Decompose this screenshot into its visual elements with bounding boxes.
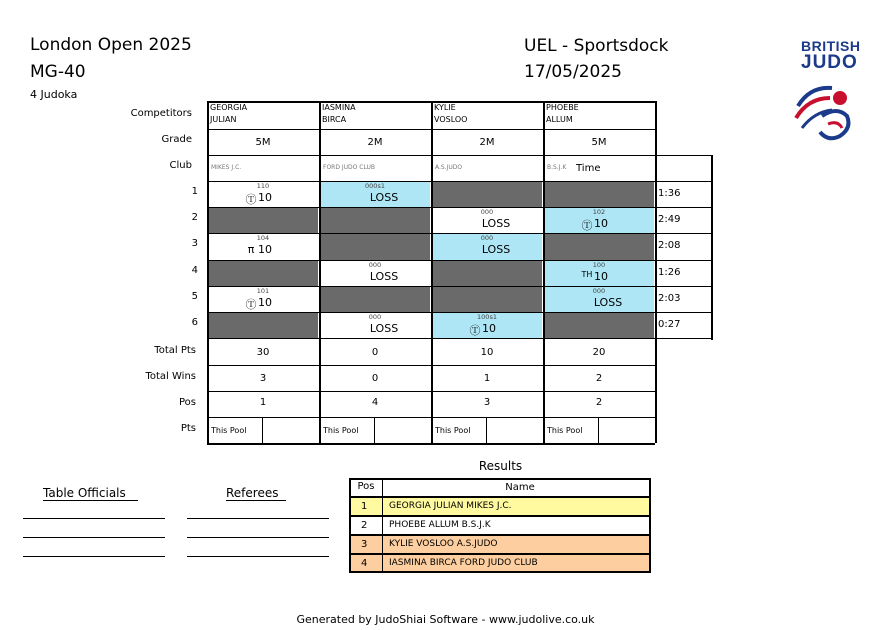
match-result: 10 — [258, 243, 272, 257]
match-score: 000 — [480, 208, 494, 217]
referees-label: Referees — [226, 486, 279, 500]
logo-line2: JUDO — [801, 52, 858, 73]
match-cell — [320, 234, 430, 259]
match-score: 100s1 — [477, 313, 497, 321]
competitor-club: A.S.JUDO — [435, 164, 463, 171]
signature-line — [187, 537, 329, 538]
total-wins: 1 — [483, 373, 491, 384]
match-cell — [544, 234, 654, 259]
total-pts: 20 — [592, 347, 606, 358]
grid-line — [486, 417, 487, 443]
total-wins: 0 — [371, 373, 379, 384]
competitor-club: FORD JUDO CLUB — [323, 164, 376, 171]
competitor-grade: 5M — [255, 137, 271, 148]
pool-label: This Pool — [435, 426, 471, 435]
score-icon: Ⓣ — [245, 193, 257, 206]
time-label: Time — [576, 163, 601, 174]
grid-line — [207, 181, 711, 182]
total-pts: 10 — [480, 347, 494, 358]
match-result: 10 — [258, 295, 272, 309]
grid-line — [207, 417, 655, 418]
score-icon: π — [247, 243, 255, 257]
match-number: 3 — [191, 238, 198, 250]
results-col-name: Name — [505, 482, 535, 493]
match-cell — [544, 313, 654, 338]
results-name: GEORGIA JULIAN MIKES J.C. — [389, 501, 512, 511]
match-score: 000s1 — [365, 182, 385, 190]
match-result: LOSS — [481, 243, 511, 257]
results-title: Results — [478, 459, 523, 473]
match-result: LOSS — [593, 295, 623, 309]
total-wins-label: Total Wins — [145, 371, 196, 382]
grid-line — [207, 129, 655, 130]
results-pos: 2 — [361, 520, 368, 531]
signature-line — [23, 518, 165, 519]
pos-label: Pos — [178, 397, 196, 408]
position: 3 — [483, 397, 491, 408]
match-score: 000 — [480, 234, 494, 243]
competitor-grade: 2M — [479, 137, 495, 148]
match-cell — [208, 313, 318, 338]
results-pos: 4 — [361, 558, 368, 569]
match-number: 5 — [191, 290, 198, 302]
club-label: Club — [169, 160, 192, 171]
total-pts-label: Total Pts — [154, 345, 196, 356]
signature-line — [187, 556, 329, 557]
match-time: 2:03 — [658, 292, 681, 304]
results-pos: 1 — [361, 501, 368, 512]
results-name: KYLIE VOSLOO A.S.JUDO — [389, 539, 498, 549]
grid-line — [207, 312, 711, 313]
total-pts: 30 — [256, 347, 270, 358]
results-col-pos: Pos — [357, 481, 375, 492]
match-score: 102 — [592, 208, 606, 217]
date: 17/05/2025 — [524, 62, 622, 82]
match-cell — [208, 261, 318, 286]
pool-label: This Pool — [323, 426, 359, 435]
results-name: PHOEBE ALLUM B.S.J.K — [389, 520, 491, 530]
match-score: 100 — [592, 260, 606, 269]
signature-line — [23, 556, 165, 557]
judo-figure-icon — [792, 76, 860, 144]
match-time: 1:26 — [658, 266, 681, 278]
grid-line — [655, 101, 657, 443]
event-title: London Open 2025 — [30, 35, 192, 55]
match-cell — [432, 287, 542, 312]
position: 1 — [259, 397, 267, 408]
competitor-first-name: GEORGIA — [210, 103, 248, 112]
grid-line — [207, 155, 711, 156]
match-cell — [432, 261, 542, 286]
match-result: LOSS — [369, 322, 399, 335]
score-icon: Ⓣ — [469, 324, 481, 337]
grid-line — [207, 260, 711, 261]
grid-line — [207, 443, 655, 445]
competitor-first-name: KYLIE — [434, 103, 456, 112]
competitor-grade: 5M — [591, 137, 607, 148]
grid-line — [262, 417, 263, 443]
match-time: 1:36 — [658, 188, 681, 199]
judoka-count: 4 Judoka — [30, 88, 78, 101]
competitor-last-name: VOSLOO — [434, 115, 468, 124]
competitor-grade: 2M — [367, 137, 383, 148]
grid-line — [207, 365, 655, 366]
match-result: 10 — [258, 191, 272, 204]
match-cell — [432, 182, 542, 207]
competitor-last-name: ALLUM — [546, 115, 573, 124]
venue: UEL - Sportsdock — [524, 36, 669, 56]
match-score: 104 — [256, 234, 270, 243]
competitor-first-name: PHOEBE — [546, 103, 579, 112]
category-title: MG-40 — [30, 62, 86, 82]
match-result: LOSS — [369, 191, 399, 204]
match-cell — [208, 208, 318, 233]
match-result: 10 — [482, 322, 496, 335]
logo-line1: BRITISH — [801, 38, 861, 54]
position: 4 — [371, 397, 379, 408]
match-cell — [320, 287, 430, 312]
pool-label: This Pool — [547, 426, 583, 435]
match-time: 2:08 — [658, 240, 681, 252]
competitors-label: Competitors — [130, 108, 192, 119]
match-number: 4 — [191, 264, 198, 276]
match-cell — [320, 208, 430, 233]
grid-line — [207, 391, 655, 392]
match-result: LOSS — [369, 269, 399, 283]
match-number: 1 — [191, 186, 198, 197]
match-result: LOSS — [481, 217, 511, 231]
grid-line — [207, 286, 711, 287]
grade-label: Grade — [161, 134, 192, 145]
grid-line — [207, 101, 655, 103]
grid-line — [207, 233, 711, 234]
competitor-club: B.S.J.K — [547, 164, 567, 171]
signature-line — [187, 518, 329, 519]
grid-line — [711, 155, 713, 340]
results-name: IASMINA BIRCA FORD JUDO CLUB — [389, 558, 538, 568]
competitor-last-name: JULIAN — [210, 115, 237, 124]
position: 2 — [595, 397, 603, 408]
match-result: 10 — [594, 269, 608, 283]
pool-label: This Pool — [211, 426, 247, 435]
grid-line — [207, 207, 711, 208]
total-wins: 2 — [595, 373, 603, 384]
match-score: 000 — [592, 286, 606, 295]
score-icon: TH — [581, 269, 593, 279]
signature-line — [23, 537, 165, 538]
match-time: 0:27 — [658, 319, 681, 330]
pts-label: Pts — [180, 423, 196, 434]
footer: Generated by JudoShiai Software - www.judolive.co.uk — [296, 613, 595, 626]
match-number: 6 — [191, 317, 198, 328]
grid-line — [598, 417, 599, 443]
total-wins: 3 — [259, 373, 267, 384]
match-score: 000 — [368, 260, 382, 269]
results-pos: 3 — [361, 539, 368, 550]
competitor-last-name: BIRCA — [322, 115, 347, 124]
match-score: 110 — [256, 182, 270, 190]
score-icon: Ⓣ — [581, 219, 593, 233]
results-border — [349, 478, 651, 573]
competitor-first-name: IASMINA — [322, 103, 356, 112]
match-cell — [544, 182, 654, 207]
match-score: 101 — [256, 286, 270, 295]
match-time: 2:49 — [658, 214, 681, 226]
competitor-club: MIKES J.C. — [211, 164, 242, 171]
grid-line — [374, 417, 375, 443]
score-icon: Ⓣ — [245, 297, 257, 311]
table-officials-label: Table Officials — [43, 486, 126, 500]
match-number: 2 — [191, 212, 198, 224]
match-result: 10 — [594, 217, 608, 231]
match-score: 000 — [368, 313, 382, 321]
grid-line — [207, 338, 711, 339]
total-pts: 0 — [371, 347, 379, 358]
